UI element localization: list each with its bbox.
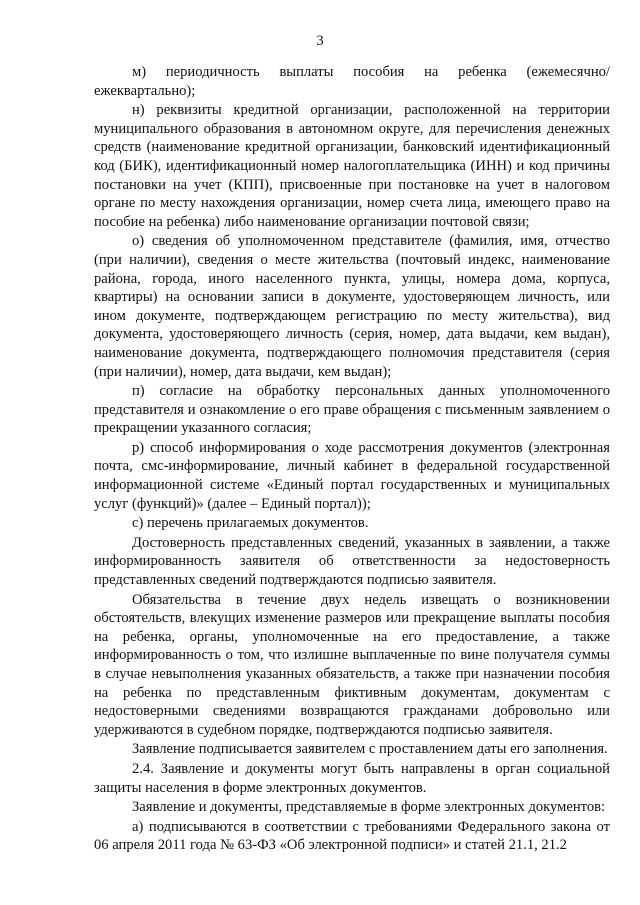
paragraph-obligations: Обязательства в течение двух недель извещать о возникновении обстоятельств, влекущих изменение размеров или прекращение выплаты пособия на ребенка, органы, уполномоченные на его предоставление, а также информированность о том, что излишне выплаченные по вине получателя суммы в случае невыполнения указанных обязательств, а также при назначении пособия на ребенка по представленным фиктивным документам, документам с недостоверными сведениями возвращаются гражданами добровольно или удерживаются в судебном порядке, подтверждаются подписью заявителя.: [94, 591, 610, 738]
paragraph-r-notification-method: р) способ информирования о ходе рассмотрения документов (электронная почта, смс-информирование, личный кабинет в федеральной государственной информационной системе «Единый портал государственных и муниципальных услуг (функций)» (далее – Единый портал));: [94, 439, 610, 512]
paragraph-a-electronic-signature: а) подписываются в соответствии с требованиями Федерального закона от 06 апреля 2011 года № 63-ФЗ «Об электронной подписи» и статей 21.1, 21.2: [94, 818, 610, 854]
document-body: [94, 63, 610, 856]
paragraph-m-payment-frequency: м) периодичность выплаты пособия на ребенка (ежемесячно/ ежеквартально);: [94, 64, 610, 99]
paragraph-p-personal-data-consent: п) согласие на обработку персональных данных уполномоченного представителя и ознакомление о его праве обращения с письменным заявлением о прекращении указанного согласия;: [94, 383, 610, 437]
page-number: 3: [316, 33, 324, 49]
paragraph-n-bank-details: н) реквизиты кредитной организации, расположенной на территории муниципального образования в автономном округе, для перечисления денежных средств (наименование кредитной организации, банковский идентификационный код (БИК), идентификационный номер налогоплательщика (ИНН) и код причины постановки на учет (КПП), присвоенные при постановке на учет в налоговом органе по месту нахождения организации, номер счета лица, имеющего право на пособие на ребенка) либо наименование организации почтовой связи;: [94, 102, 610, 230]
paragraph-2-4-electronic-submission: 2.4. Заявление и документы могут быть направлены в орган социальной защиты населения в форме электронных документов.: [94, 760, 610, 796]
paragraph-electronic-documents: Заявление и документы, представляемые в форме электронных документов:: [132, 799, 606, 816]
paragraph-o-representative-info: о) сведения об уполномоченном представителе (фамилия, имя, отчество (при наличии), сведения о месте жительства (почтовый индекс, наименование района, города, иного населенного пункта, улицы, номера дома, корпуса, квартиры) на основании записи в документе, удостоверяющем личность, или ином документе, подтверждающем регистрацию по месту жительства), вид документа, удостоверяющего личность (серия, номер, дата выдачи, кем выдан), наименование документа, подтверждающего полномочия представителя (серия (при наличии), номер, дата выдачи, кем выдан);: [94, 233, 610, 380]
paragraph-signature: Заявление подписывается заявителем с проставлением даты его заполнения.: [132, 741, 608, 758]
paragraph-accuracy-confirmation: Достоверность представленных сведений, указанных в заявлении, а также информированность заявителя об ответственности за недостоверность представленных сведений подтверждаются подписью заявителя.: [94, 534, 610, 589]
paragraph-s-attached-documents: с) перечень прилагаемых документов.: [132, 515, 369, 532]
